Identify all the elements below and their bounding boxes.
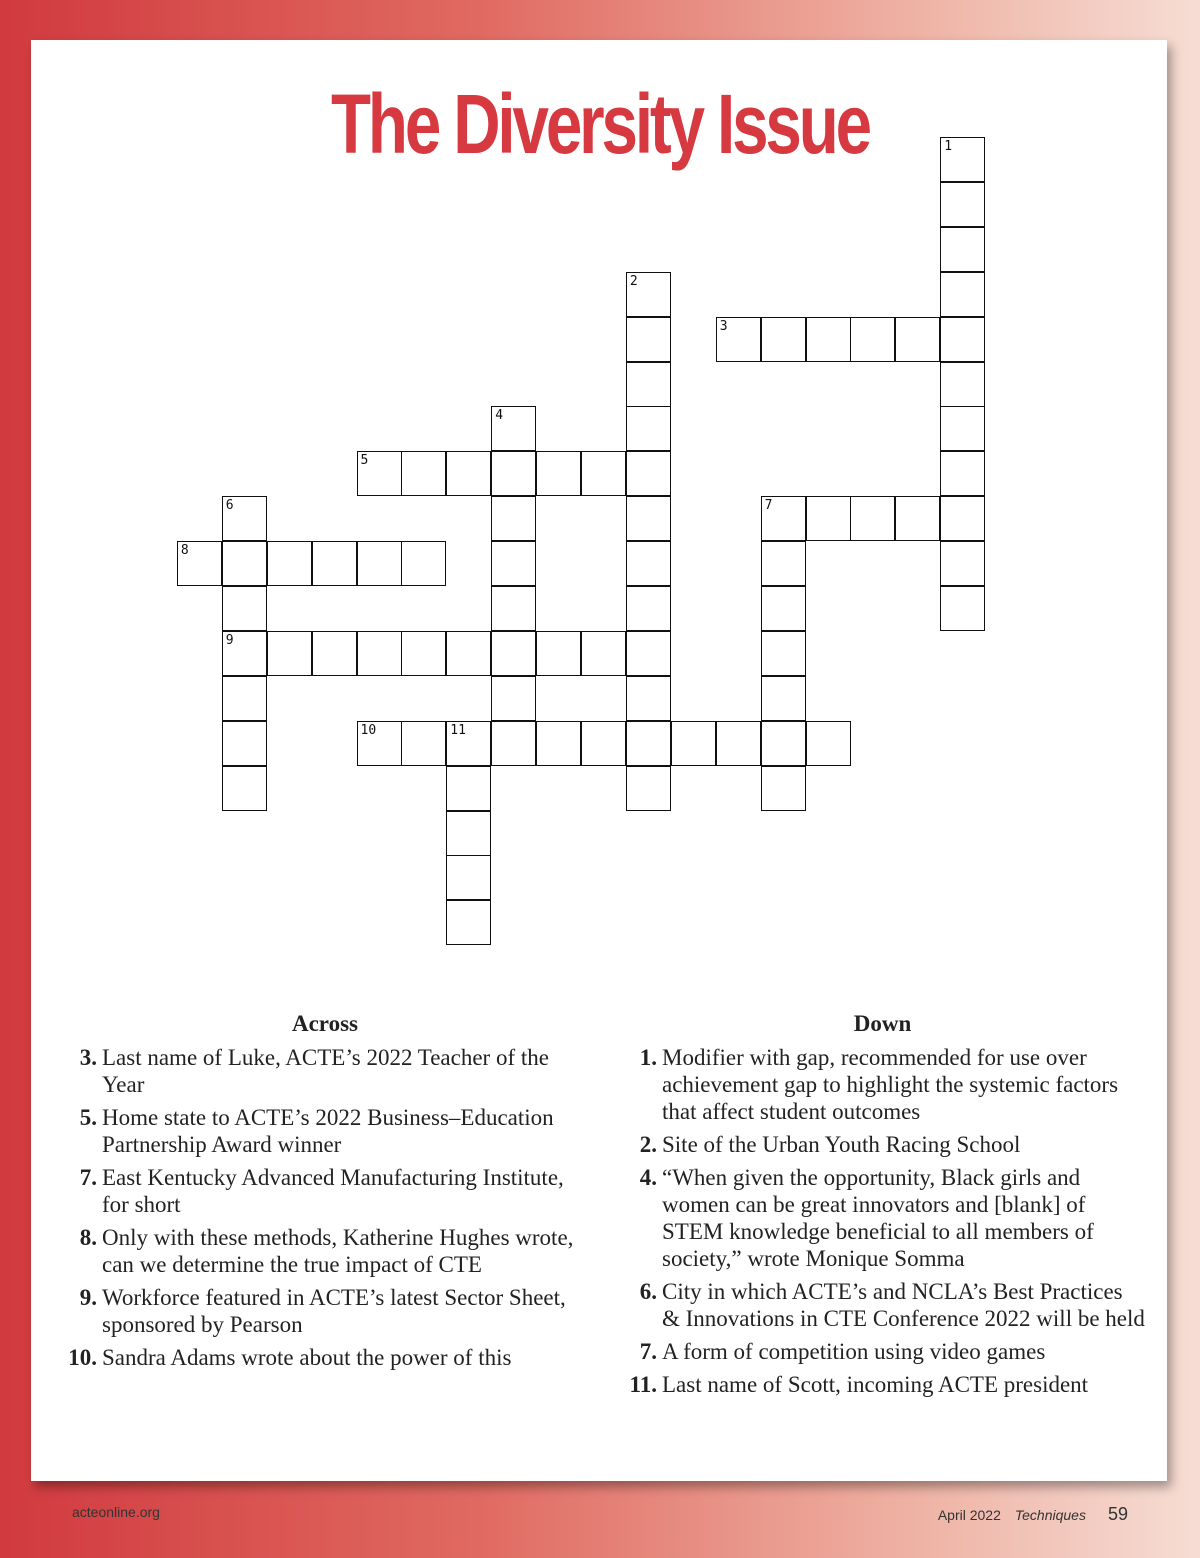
- grid-cell[interactable]: [626, 362, 671, 407]
- grid-cell[interactable]: [761, 496, 806, 541]
- clue-down-4: 4. “When given the opportunity, Black girls and women can be great innovators and [blank] of STEM knowledge beneficial to all members of society,” wrote Monique Somma: [639, 1165, 1094, 1271]
- grid-cell[interactable]: [491, 721, 536, 766]
- grid-cell[interactable]: [940, 451, 985, 496]
- down-clues: [620, 1010, 1145, 1404]
- grid-cell[interactable]: [222, 721, 267, 766]
- grid-cell[interactable]: [940, 406, 985, 451]
- grid-cell[interactable]: [357, 631, 402, 676]
- clue-down-11: 11. Last name of Scott, incoming ACTE president: [629, 1372, 1089, 1397]
- grid-cell[interactable]: [401, 451, 446, 496]
- grid-cell[interactable]: [626, 766, 671, 811]
- grid-cell[interactable]: [940, 137, 985, 182]
- clue-across-10: 10. Sandra Adams wrote about the power of this: [68, 1345, 512, 1370]
- grid-cell[interactable]: [491, 451, 536, 496]
- cell-number: 2: [629, 273, 638, 289]
- grid-cell[interactable]: [536, 631, 581, 676]
- grid-cell[interactable]: [626, 496, 671, 541]
- clue-across-3: 3. Last name of Luke, ACTE’s 2022 Teacher of the Year: [79, 1045, 549, 1097]
- grid-cell[interactable]: [267, 631, 312, 676]
- grid-cell[interactable]: [491, 586, 536, 631]
- cell-number: 6: [225, 498, 234, 514]
- clue-down-2: 2. Site of the Urban Youth Racing School: [639, 1132, 1021, 1157]
- grid-cell[interactable]: [940, 227, 985, 272]
- grid-cell[interactable]: [491, 496, 536, 541]
- footer-site: acteonline.org: [72, 1504, 160, 1520]
- grid-cell[interactable]: [267, 541, 312, 586]
- grid-cell[interactable]: [491, 676, 536, 721]
- grid-cell[interactable]: [222, 766, 267, 811]
- grid-cell[interactable]: [761, 631, 806, 676]
- grid-cell[interactable]: [446, 766, 491, 811]
- across-heading: Across: [291, 1011, 358, 1036]
- clue-down-7: 7. A form of competition using video games: [639, 1339, 1046, 1364]
- grid-cell[interactable]: [446, 631, 491, 676]
- grid-cell[interactable]: [716, 721, 761, 766]
- grid-cell[interactable]: [581, 721, 626, 766]
- grid-cell[interactable]: [806, 317, 851, 362]
- grid-cell[interactable]: [626, 272, 671, 317]
- grid-cell[interactable]: [940, 362, 985, 407]
- grid-cell[interactable]: [940, 586, 985, 631]
- grid-cell[interactable]: [626, 586, 671, 631]
- grid-cell[interactable]: [671, 721, 716, 766]
- grid-cell[interactable]: [850, 317, 895, 362]
- across-clues: [60, 1010, 590, 1377]
- grid-cell[interactable]: [626, 317, 671, 362]
- grid-cell[interactable]: [491, 406, 536, 451]
- clue-across-7: 7. East Kentucky Advanced Manufacturing Institute, for short: [79, 1165, 564, 1217]
- cell-number: 1: [944, 139, 953, 154]
- cell-number: 11: [450, 722, 466, 738]
- grid-cell[interactable]: [446, 855, 491, 900]
- grid-cell[interactable]: [626, 721, 671, 766]
- cell-number: 8: [180, 543, 189, 559]
- grid-cell[interactable]: [940, 317, 985, 362]
- grid-cell[interactable]: [357, 451, 402, 496]
- grid-cell[interactable]: [806, 721, 851, 766]
- grid-cell[interactable]: [940, 541, 985, 586]
- clue-across-9: 9. Workforce featured in ACTE’s latest Sector Sheet, sponsored by Pearson: [79, 1285, 566, 1337]
- grid-cell[interactable]: [761, 317, 806, 362]
- grid-cell[interactable]: [446, 900, 491, 945]
- cell-number: 5: [360, 453, 369, 469]
- grid-cell[interactable]: [312, 541, 357, 586]
- grid-cell[interactable]: [312, 631, 357, 676]
- grid-cell[interactable]: [222, 676, 267, 721]
- grid-cell[interactable]: [491, 541, 536, 586]
- grid-cell[interactable]: [536, 451, 581, 496]
- grid-cell[interactable]: [761, 766, 806, 811]
- footer-info: [938, 1504, 1128, 1525]
- grid-cell[interactable]: [222, 586, 267, 631]
- grid-cell[interactable]: [761, 586, 806, 631]
- grid-cell[interactable]: [401, 541, 446, 586]
- grid-cell[interactable]: [446, 451, 491, 496]
- grid-cell[interactable]: [626, 631, 671, 676]
- clue-down-1: 1. Modifier with gap, recommended for use over achievement gap to highlight the systemic factors that affect student outcomes: [639, 1045, 1119, 1124]
- grid-cell[interactable]: [222, 631, 267, 676]
- grid-cell[interactable]: [716, 317, 761, 362]
- footer-date: April 2022: [937, 1507, 1001, 1523]
- grid-cell[interactable]: [806, 496, 851, 541]
- grid-cell[interactable]: [222, 496, 267, 541]
- grid-cell[interactable]: [626, 541, 671, 586]
- grid-cell[interactable]: [850, 496, 895, 541]
- grid-cell[interactable]: [626, 451, 671, 496]
- grid-cell[interactable]: [491, 631, 536, 676]
- grid-cell[interactable]: [536, 721, 581, 766]
- footer-magazine: Techniques: [1014, 1507, 1086, 1523]
- cell-number: 4: [495, 408, 504, 424]
- grid-cell[interactable]: [446, 811, 491, 856]
- clue-down-6: 6. City in which ACTE’s and NCLA’s Best Practices & Innovations in CTE Conference 2022 will be held: [639, 1279, 1145, 1331]
- cell-number: 3: [719, 318, 728, 334]
- grid-cell[interactable]: [895, 496, 940, 541]
- grid-cell[interactable]: [357, 721, 402, 766]
- cell-number: 10: [360, 722, 377, 738]
- grid-cell[interactable]: [761, 721, 806, 766]
- grid-cell[interactable]: [581, 451, 626, 496]
- grid-cell[interactable]: [761, 541, 806, 586]
- grid-cell[interactable]: [761, 676, 806, 721]
- grid-cell[interactable]: [401, 631, 446, 676]
- grid-cell[interactable]: [357, 541, 402, 586]
- grid-cell[interactable]: [940, 496, 985, 541]
- grid-cell[interactable]: [581, 631, 626, 676]
- cell-number: 9: [225, 632, 234, 648]
- page-number: 59: [1107, 1504, 1128, 1524]
- down-heading: Down: [853, 1011, 912, 1036]
- clue-across-5: 5. Home state to ACTE’s 2022 Business–Education Partnership Award winner: [79, 1105, 554, 1157]
- grid-cell[interactable]: [222, 541, 267, 586]
- grid-cell[interactable]: [401, 721, 446, 766]
- grid-cell[interactable]: [940, 272, 985, 317]
- grid-cell[interactable]: [626, 676, 671, 721]
- clue-across-8: 8. Only with these methods, Katherine Hughes wrote, can we determine the true impact of CTE: [79, 1225, 574, 1277]
- cell-number: 7: [764, 498, 773, 514]
- grid-cell[interactable]: [177, 541, 222, 586]
- grid-cell[interactable]: [895, 317, 940, 362]
- grid-cell[interactable]: [626, 406, 671, 451]
- puzzle-title: The Diversity Issue: [331, 77, 869, 171]
- grid-cell[interactable]: [446, 721, 491, 766]
- grid-cell[interactable]: [940, 182, 985, 227]
